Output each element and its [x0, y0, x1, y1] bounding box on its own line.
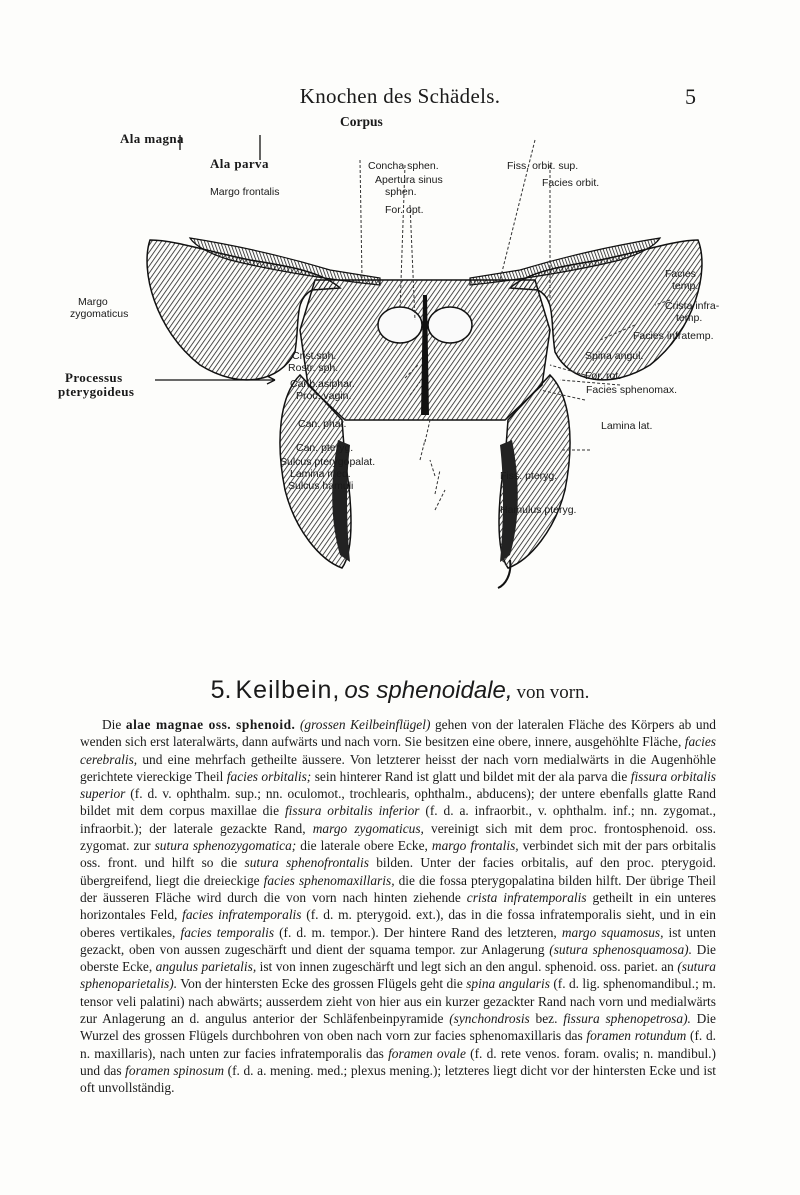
text-run: ist von innen zugeschärft und legt sich an den angul. sphenoid. oss. pariet. an: [256, 959, 678, 975]
label-ala-magna: Ala magna: [120, 131, 184, 146]
label-margo-zyg-2: zygomaticus: [70, 308, 129, 320]
term-sutura-sphenosquamosa: (sutura sphenosquamosa).: [549, 941, 692, 957]
running-head: [0, 84, 800, 108]
text-run: Die oberste Ecke,: [80, 941, 716, 975]
text-run: (f. d. m. tempor.). Der hintere Rand des letzteren,: [274, 924, 562, 940]
label-margo-zyg-1: Margo: [78, 296, 108, 308]
label-corpus: Corpus: [340, 114, 383, 129]
label-for-rot: For. rot.: [585, 370, 622, 382]
label-concha-sphen: Concha sphen.: [368, 160, 439, 172]
term-foramen-spinosum: foramen spinosum: [125, 1062, 224, 1078]
running-title: Knochen des Schädels.: [299, 84, 501, 108]
section-name: Keilbein,: [235, 676, 341, 704]
term-fissura-orbitalis-inferior: fissura orbitalis inferior: [284, 803, 420, 819]
label-facies-infratemp: Facies infratemp.: [633, 330, 714, 342]
label-lamina-med: Lamina med.: [290, 468, 351, 480]
text-run: verbindet sich mit der pars orbitalis oss. front. und hilft so die: [80, 838, 717, 871]
text-run: Die: [102, 717, 126, 732]
label-facies-orbit: Facies orbit.: [542, 177, 600, 189]
label-facies-temp-1: Facies: [665, 268, 696, 280]
label-processus-1: Processus: [65, 370, 123, 385]
label-crista-infra-1: Crista infra-: [665, 300, 720, 312]
term-sutura-sphenoparietalis: (sutura sphenoparietalis).: [80, 959, 717, 992]
text-run: (f. d. n. maxillaris), nach unten zur facies infratemporalis das: [80, 1028, 716, 1061]
text-run: (f. d. lig. sphenomandibul.; m. tensor veli palatini) nach abwärts; ausserdem zieht von hier aus ein kurzer gezackter Rand nach vorn und medialwärts zur Anlagerung an d. angulus anterior der Schläfenbeinpyramide: [80, 976, 716, 1027]
text-run: die laterale obere Ecke,: [296, 838, 432, 854]
term-sutura-sphenozygomatica: sutura sphenozygomatica;: [154, 838, 297, 854]
term-grossen-keilbeinfluegel: (grossen Keilbeinflügel): [299, 717, 431, 732]
text-run: (f. d. m. pterygoid. ext.), das in die fossa infratemporalis sieht, und in ein oberes vertikales,: [80, 907, 716, 940]
label-facies-temp-2: temp.: [672, 280, 699, 292]
term-alae-magnae: alae magnae oss. sphenoid.: [125, 717, 296, 732]
label-for-opt: For. opt.: [385, 204, 424, 216]
label-crist-sph: Crist.sph.: [292, 350, 337, 362]
term-facies-orbitalis: facies orbitalis;: [226, 768, 312, 784]
text-run: bilden. Unter der facies orbitalis, auf den proc. pterygoid. übergreifend, liegt die dreieckige: [80, 855, 716, 888]
apertura-sinus-left: [378, 307, 422, 343]
text-run: (f. d. rete venos. foram. ovalis; n. mandibul.) und das: [80, 1045, 716, 1078]
label-spina-angul: Spina angul.: [585, 350, 644, 362]
label-processus-2: pterygoideus: [58, 384, 135, 399]
label-margo-frontalis: Margo frontalis: [210, 186, 280, 198]
term-facies-sphenomaxillaris: facies sphenomaxillaris,: [263, 872, 395, 888]
label-apertura-sinus: Apertura sinus: [375, 174, 443, 186]
label-crista-infra-2: temp.: [676, 312, 703, 324]
term-crista-infratemporalis: crista infratemporalis: [466, 889, 587, 905]
label-canb-asiphar: Canb.asiphar.: [290, 378, 355, 390]
sphenoid-figure: [58, 114, 770, 665]
text-run: getheilt in ein unteres horizontales Feld,: [80, 889, 716, 923]
term-sutura-sphenofrontalis: sutura sphenofrontalis: [244, 855, 369, 871]
label-sulcus-pterygopalat: Sulcus pterygopalat.: [280, 456, 376, 468]
text-run: gehen von der lateralen Fläche des Körpers ab und wenden sich erst lateralwärts, dann aufwärts und nach vorn. Sie besitzen eine obere, innere, ausgehöhlte Fläche,: [80, 717, 716, 750]
label-sphen: sphen.: [385, 186, 417, 198]
label-fiss-pteryg: Fiss. pteryg.: [500, 470, 558, 482]
text-run: Die Wurzel des grossen Flügels durchbohren von oben nach vorn zur facies sphenomaxillaris das: [80, 1011, 716, 1044]
label-proc-vagin: Proc. vagin.: [296, 390, 352, 402]
text-run: sein hinterer Rand ist glatt und bildet mit der ala parva die: [311, 768, 631, 784]
text-run: (f. d. a. infraorbit., v. ophthalm. inf.; nn. zygomat., infraorbit.); der laterale gezackte Rand,: [80, 803, 716, 836]
term-foramen-ovale: foramen ovale: [388, 1045, 466, 1061]
text-run: bez.: [529, 1011, 564, 1027]
text-run: (f. d. a. mening. med.; plexus mening.); letzteres liegt dicht vor der hintersten Ecke und ist oft unvollständig.: [80, 1062, 717, 1096]
label-fiss-orbit-sup: Fiss. orbit. sup.: [507, 160, 579, 172]
text-run: und eine mehrfach getheilte äussere. Von letzterer heisst der nach vorn medialwärts in die Augenhöhle gerichtete viereckige Theil: [80, 751, 716, 784]
term-facies-cerebralis: facies cerebralis,: [80, 734, 716, 767]
section-suffix: von vorn.: [516, 682, 590, 703]
term-facies-temporalis: facies temporalis: [180, 924, 275, 940]
term-margo-zygomaticus: margo zygomaticus,: [312, 820, 424, 836]
term-facies-infratemporalis: facies infratemporalis: [182, 907, 302, 923]
term-margo-frontalis: margo frontalis,: [431, 838, 519, 854]
label-can-phar: Can. phar.: [298, 418, 347, 430]
label-can-pteryg: Can. pteryg.: [296, 442, 354, 454]
text-run: (f. d. v. ophthalm. sup.; nn. oculomot., trochlearis, ophthalm., abducens); der untere ebenfalls glatte Rand bildet mit dem corpus maxillae die: [80, 786, 716, 819]
term-foramen-rotundum: foramen rotundum: [586, 1028, 687, 1044]
apertura-sinus-right: [428, 307, 472, 343]
label-ala-parva: Ala parva: [210, 156, 269, 171]
label-rostr-sph: Rostr. sph.: [288, 362, 339, 374]
label-lamina-lat: Lamina lat.: [601, 420, 653, 432]
label-facies-sphenomax: Facies sphenomax.: [586, 384, 678, 396]
body-paragraph: [80, 716, 716, 1097]
term-fissura-orbitalis-superior: fissura orbitalis superior: [80, 768, 716, 802]
text-run: ist unten gezackt, oben von aussen zugeschärft und dient der squama tempor. zur Anlagerung: [80, 924, 716, 957]
label-sulcus-hamuli: Sulcus hamuli: [288, 480, 354, 492]
text-run: vereinigt sich mit dem proc. frontosphenoid. oss. zygomat. zur: [80, 820, 716, 854]
section-heading: [0, 676, 800, 705]
page-number: 5: [685, 84, 696, 109]
label-hamulus-pteryg: Hamulus pteryg.: [500, 504, 577, 516]
term-synchondrosis: (synchondrosis: [449, 1011, 530, 1027]
term-angulus-parietalis: angulus parietalis,: [155, 959, 257, 975]
section-latin: os sphenoidale,: [344, 677, 513, 704]
text-run: Von der hintersten Ecke des grossen Flügels geht die: [177, 976, 467, 992]
term-spina-angularis: spina angularis: [466, 976, 550, 992]
section-number: 5.: [210, 676, 232, 704]
text-run: die die fossa pterygopalatina bilden hilft. Der übrige Theil der äusseren Fläche wird durch die von vorn nach hinten ziehende: [80, 872, 716, 905]
term-fissura-sphenopetrosa: fissura sphenopetrosa).: [563, 1011, 691, 1027]
term-margo-squamosus: margo squamosus,: [561, 924, 664, 940]
